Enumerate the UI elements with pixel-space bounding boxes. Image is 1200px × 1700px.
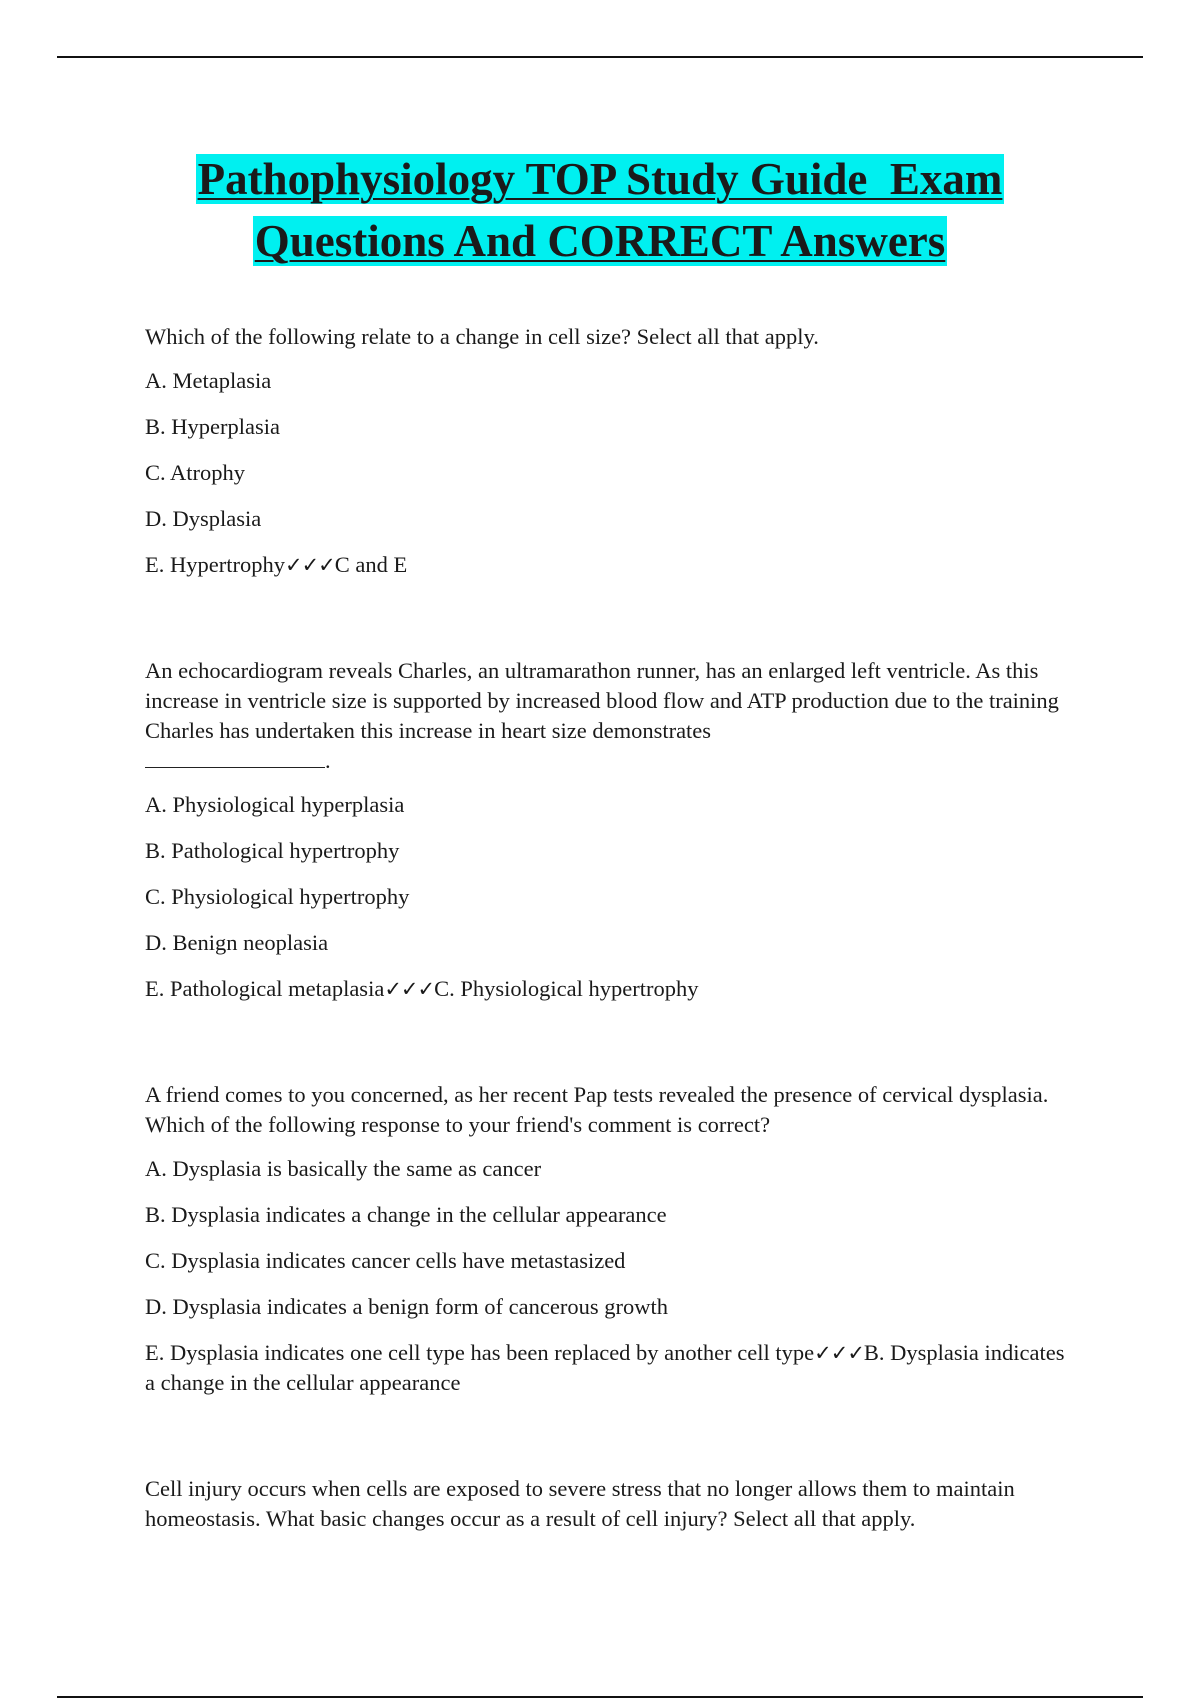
option-e: E. Hypertrophy xyxy=(145,552,285,577)
option-b: B. Hyperplasia xyxy=(145,414,280,439)
top-rule xyxy=(57,56,1143,58)
option-d: D. Dysplasia indicates a benign form of cancerous growth xyxy=(145,1294,668,1319)
correct-answer: C and E xyxy=(334,552,408,577)
title-line-1: Pathophysiology TOP Study Guide Exam xyxy=(197,154,1003,204)
question-text-body: An echocardiogram reveals Charles, an ultramarathon runner, has an enlarged left ventricle. As this increase in ventricle size is supported by increased blood flow and ATP production due to the training Charles has undertaken this increase in heart size demonstrates xyxy=(145,658,1059,743)
document-title xyxy=(100,148,1100,272)
option-c: C. Physiological hypertrophy xyxy=(145,884,410,909)
option-d: D. Benign neoplasia xyxy=(145,930,329,955)
option-e-with-answer xyxy=(145,550,1075,580)
question-2 xyxy=(145,656,1075,1004)
option-e-with-answer xyxy=(145,1338,1075,1398)
title-line-2: Questions And CORRECT Answers xyxy=(254,216,946,266)
option-c: C. Atrophy xyxy=(145,460,246,485)
checkmarks-icon: ✓✓✓ xyxy=(384,977,435,1001)
bottom-rule xyxy=(57,1696,1143,1698)
question-text: A friend comes to you concerned, as her recent Pap tests revealed the presence of cervical dysplasia. Which of the following response to your friend's comment is correct? xyxy=(145,1082,1049,1137)
option-c: C. Dysplasia indicates cancer cells have metastasized xyxy=(145,1248,626,1273)
correct-answer: B. Dysplasia indicates a change in the cellular appearance xyxy=(145,1340,1065,1395)
option-d: D. Dysplasia xyxy=(145,506,262,531)
question-1 xyxy=(145,322,1075,580)
question-4 xyxy=(145,1474,1075,1534)
question-3 xyxy=(145,1080,1075,1398)
question-text: Which of the following relate to a change in cell size? Select all that apply. xyxy=(145,324,819,349)
correct-answer: C. Physiological hypertrophy xyxy=(434,976,699,1001)
option-a: A. Physiological hyperplasia xyxy=(145,792,405,817)
option-a: A. Dysplasia is basically the same as cancer xyxy=(145,1156,542,1181)
option-e: E. Pathological metaplasia xyxy=(145,976,385,1001)
question-text: An echocardiogram reveals Charles, an ultramarathon runner, has an enlarged left ventricle. As this increase in ventricle size is supported by increased blood flow and ATP production due to the training Charles has undertaken this increase in heart size demonstrates . xyxy=(145,658,1059,773)
option-e: E. Dysplasia indicates one cell type has been replaced by another cell type xyxy=(145,1340,815,1365)
checkmarks-icon: ✓✓✓ xyxy=(814,1341,864,1365)
document-body xyxy=(145,322,1075,1548)
answer-blank xyxy=(145,766,325,768)
option-b: B. Pathological hypertrophy xyxy=(145,838,400,863)
question-text: Cell injury occurs when cells are exposed to severe stress that no longer allows them to maintain homeostasis. What basic changes occur as a result of cell injury? Select all that apply. xyxy=(145,1476,1015,1531)
option-a: A. Metaplasia xyxy=(145,368,272,393)
option-b: B. Dysplasia indicates a change in the cellular appearance xyxy=(145,1202,667,1227)
option-e-with-answer xyxy=(145,974,1075,1004)
checkmarks-icon: ✓✓✓ xyxy=(284,553,335,577)
